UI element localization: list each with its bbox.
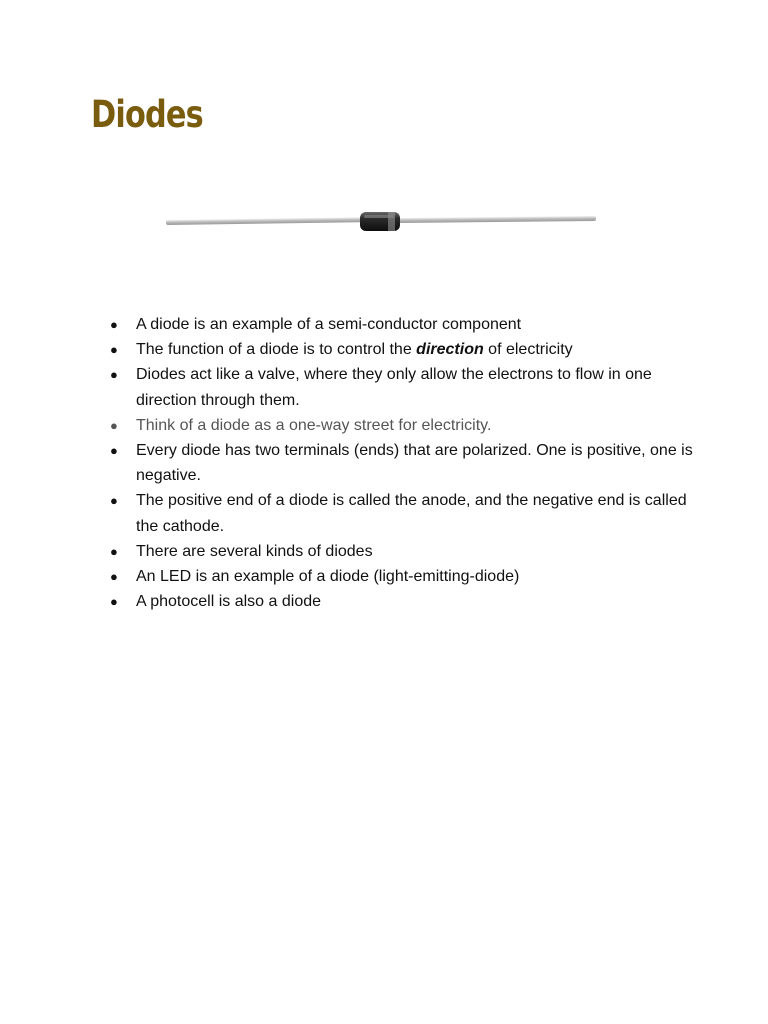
bullet-text: Think of a diode as a one-way street for electricity. <box>136 416 492 434</box>
bullet-text: There are several kinds of diodes <box>136 542 373 560</box>
list-item <box>110 413 700 438</box>
diode-image <box>90 150 660 285</box>
bullet-text: Every diode has two terminals (ends) that are polarized. One is positive, one is negative. <box>136 442 693 485</box>
emphasis-text: direction <box>416 341 484 359</box>
bullet-text: of electricity <box>483 341 573 359</box>
list-item <box>110 488 700 538</box>
list-item <box>110 362 700 412</box>
bullet-list <box>110 312 700 614</box>
list-item <box>110 312 700 337</box>
list-item <box>110 438 700 488</box>
bullet-text: Diodes act like a valve, where they only allow the electrons to flow in one direction through them. <box>136 366 652 409</box>
list-item <box>110 564 700 589</box>
bullet-text: The function of a diode is to control the <box>136 341 417 359</box>
list-item <box>110 337 700 362</box>
bullet-text: A diode is an example of a semi-conductor component <box>136 316 522 333</box>
diode-component-icon <box>90 150 660 285</box>
bullet-text: The positive end of a diode is called the anode, and the negative end is called the cathode. <box>136 492 687 535</box>
list-item <box>110 589 700 614</box>
page-title: Diodes <box>91 93 203 136</box>
bullet-text: A photocell is also a diode <box>136 593 322 611</box>
list-item <box>110 539 700 564</box>
bullet-text: An LED is an example of a diode (light-emitting-diode) <box>136 568 520 586</box>
